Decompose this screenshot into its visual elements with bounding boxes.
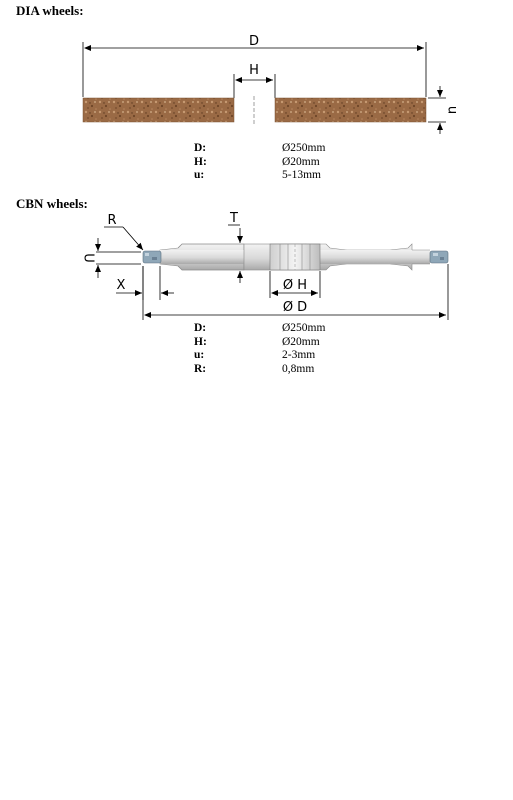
blank-area: [0, 385, 513, 800]
table-row: [194, 349, 325, 363]
dia-D-label: D: [248, 34, 260, 49]
cbn-U-label: U: [80, 253, 96, 263]
table-row: [194, 322, 325, 336]
spec-value: 5-13mm: [282, 169, 321, 181]
spec-value: Ø20mm: [282, 155, 320, 168]
dia-wheel-diagram: [83, 34, 460, 134]
cbn-R-leader-arrow: [123, 227, 143, 250]
cbn-heading: CBN wheels:: [16, 196, 88, 211]
spec-key: R:: [194, 362, 207, 375]
dia-wheel-right-section: [275, 98, 426, 122]
table-row: [194, 142, 325, 156]
spec-key: H:: [194, 155, 207, 168]
table-row: [194, 169, 325, 183]
dia-heading: DIA wheels:: [16, 3, 84, 18]
spec-key: H:: [194, 335, 207, 348]
cbn-T-label: T: [230, 211, 238, 226]
table-row: [194, 363, 325, 377]
cbn-wheel-diagram: [81, 211, 449, 320]
spec-value: 0,8mm: [282, 362, 315, 375]
cbn-abrasive-rim-right: [430, 251, 448, 263]
table-row: [194, 336, 325, 350]
spec-value: Ø250mm: [282, 142, 326, 154]
spec-key: u:: [194, 169, 205, 181]
content-area: [0, 0, 513, 385]
cbn-X-label: X: [116, 278, 126, 293]
spec-value: Ø250mm: [282, 322, 326, 334]
dia-H-label: H: [249, 63, 259, 78]
spec-key: D:: [194, 322, 207, 334]
dia-wheel-left-section: [83, 98, 234, 122]
cbn-spec-table: [194, 322, 325, 376]
spec-key: u:: [194, 349, 205, 361]
spec-key: D:: [194, 142, 207, 154]
cbn-R-label: R: [107, 213, 117, 228]
cbn-H-label: Ø H: [282, 278, 308, 293]
table-row: [194, 156, 325, 170]
cbn-D-label: Ø D: [282, 300, 308, 315]
spec-value: Ø20mm: [282, 335, 320, 348]
dia-u-label: u: [444, 105, 460, 115]
dia-spec-table: [194, 142, 325, 183]
spec-value: 2-3mm: [282, 349, 316, 361]
